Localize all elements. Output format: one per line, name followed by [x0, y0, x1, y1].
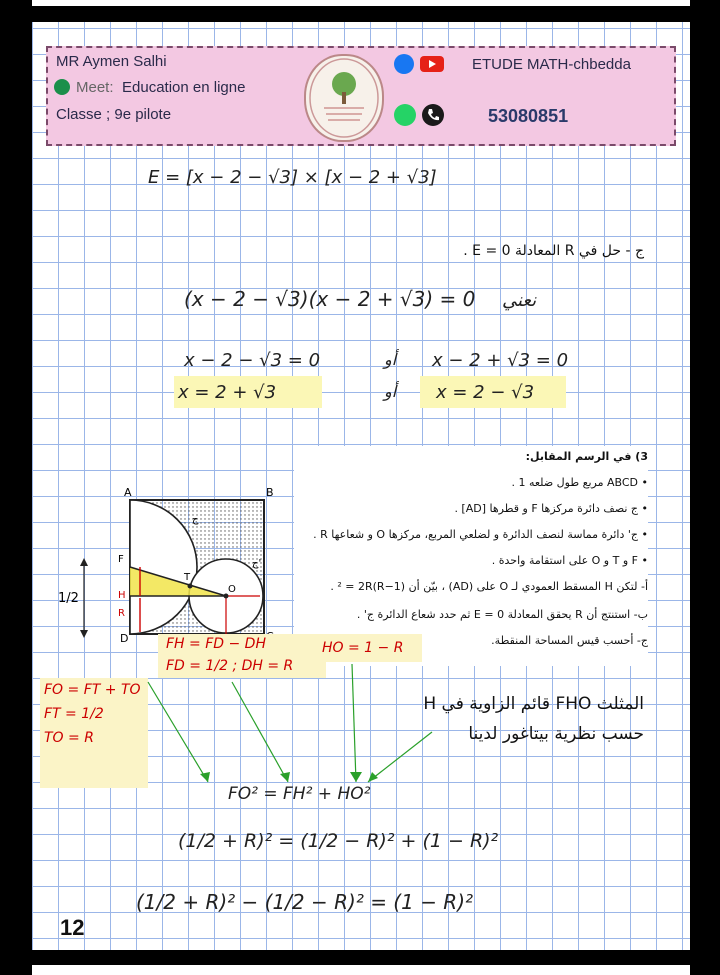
problem-line-3: • ج' دائرة مماسة لنصف الدائرة و لضلعي المربع، مركزها O و شعاعها R .: [313, 528, 648, 541]
label-O: O: [228, 584, 236, 595]
facebook-icon: [394, 54, 414, 74]
note-triangle: المثلث FHO قائم الزاوية في H: [423, 694, 644, 714]
label-F: F: [118, 554, 124, 565]
page-header: [46, 46, 676, 146]
meet-value: Education en ligne: [122, 79, 246, 96]
problem-line-1: • ABCD مربع طول ضلعه 1 .: [511, 476, 648, 489]
equation-expanded: (1/2 + R)² = (1/2 − R)² + (1 − R)²: [178, 830, 499, 852]
problem-line-2: • ج نصف دائرة مركزها F و قطرها [AD] .: [454, 502, 648, 515]
label-D: D: [120, 632, 129, 645]
equation-1: x − 2 − √3 = 0: [184, 350, 321, 371]
label-C-prime: ج': [252, 558, 262, 569]
word-or-2: أو: [384, 382, 397, 401]
note-FD: FD = 1/2 ; DH = R: [166, 658, 294, 674]
note-pythagoras: حسب نظرية بيتاغور لدينا: [468, 724, 644, 744]
equation-2: x − 2 + √3 = 0: [432, 350, 569, 371]
equation-product: (x − 2 − √3)(x − 2 + √3) = 0: [184, 287, 476, 311]
channel-name: ETUDE MATH-chbedda: [472, 56, 631, 73]
expression-E: E = [x − 2 − √3] × [x − 2 + √3]: [148, 167, 437, 188]
note-FH: FH = FD − DH: [166, 636, 266, 652]
teacher-name: MR Aymen Salhi: [56, 53, 167, 70]
note-HO: HO = 1 − R: [322, 640, 404, 656]
label-R: R: [118, 608, 125, 619]
phone-number: 53080851: [488, 106, 569, 126]
problem-title: 3) في الرسم المقابل:: [525, 450, 648, 463]
problem-line-5: أ- لتكن H المسقط العمودي لـ O على (AD) ، بيّن أن (1−R)² = 2R .: [330, 580, 648, 593]
note-TO: TO = R: [44, 730, 94, 746]
label-T: T: [184, 572, 191, 583]
label-half: 1/2: [58, 591, 79, 606]
problem-line-6: ب- استنتج أن R يحقق المعادلة E = 0 ثم حدد شعاع الدائرة ج' .: [356, 608, 648, 621]
word-means: نعني: [502, 290, 537, 311]
worksheet-page: [32, 22, 690, 950]
youtube-icon: [420, 56, 444, 72]
class-label: Classe ; 9e pilote: [56, 106, 172, 123]
solution-1: x = 2 + √3: [178, 382, 277, 403]
label-A: A: [124, 486, 132, 499]
phone-icon: [422, 104, 444, 126]
question-solve: ج - حل في R المعادلة E = 0 .: [463, 243, 644, 259]
green-arrows: [32, 622, 690, 802]
problem-line-4: • F و T و O على استقامة واحدة .: [491, 554, 648, 567]
note-FO: FO = FT + TO: [44, 682, 141, 698]
label-C-curl: ج: [192, 514, 199, 525]
meet-icon: [54, 79, 70, 95]
label-H: H: [118, 590, 126, 601]
page-number: 12: [60, 915, 85, 940]
school-logo: [304, 54, 384, 142]
problem-line-7: ج- أحسب قيس المساحة المنقطة.: [491, 634, 648, 647]
label-B: B: [266, 486, 274, 499]
equation-difference: (1/2 + R)² − (1/2 − R)² = (1 − R)²: [136, 890, 474, 914]
word-or: أو: [384, 350, 397, 369]
bottom-border: [32, 965, 690, 975]
solution-2: x = 2 − √3: [436, 382, 535, 403]
note-FT: FT = 1/2: [44, 706, 104, 722]
meet-label: Meet:: [76, 79, 114, 96]
equation-pythagoras: FO² = FH² + HO²: [228, 784, 371, 804]
top-border: [32, 0, 690, 6]
whatsapp-icon: [394, 104, 416, 126]
